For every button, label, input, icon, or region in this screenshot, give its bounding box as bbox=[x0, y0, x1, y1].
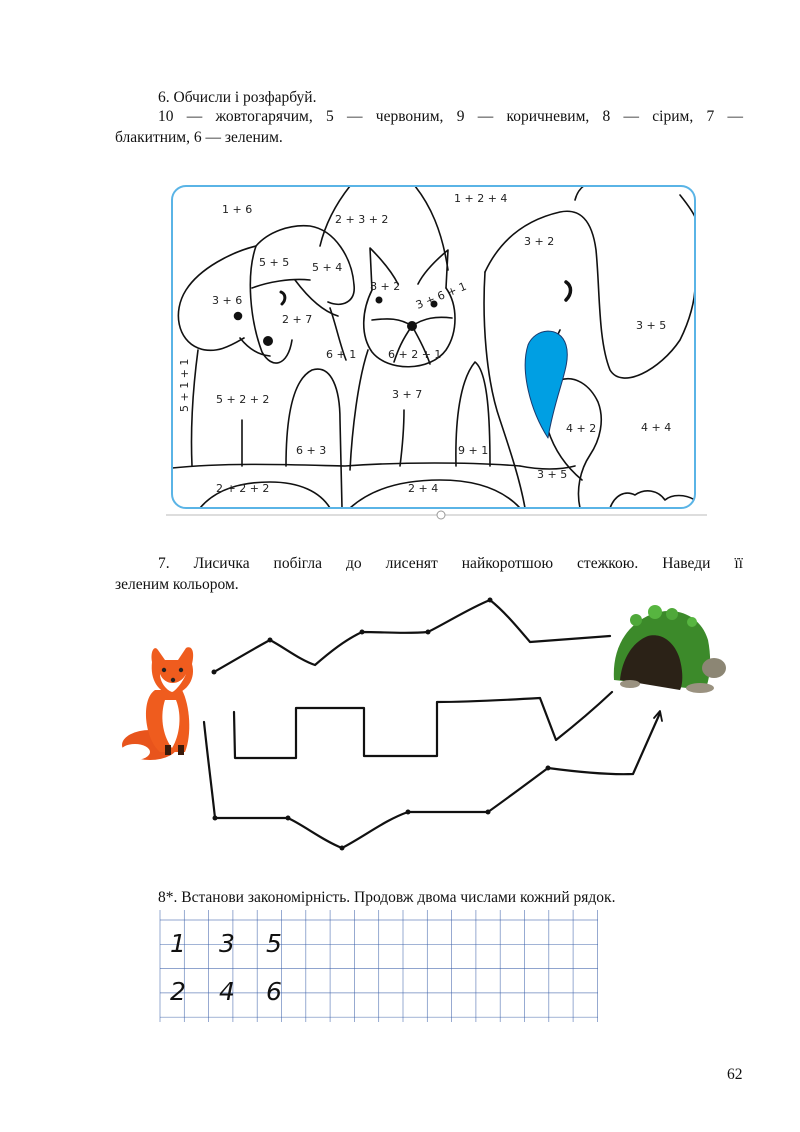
grid-row-1 bbox=[170, 929, 282, 958]
label-11: 3 + 5 bbox=[636, 319, 667, 332]
row1-num-1: 1 bbox=[170, 929, 186, 958]
task6-instruction-line1: 10 — жовтогарячим, 5 — червоним, 9 — коричневим, 8 — сірим, 7 — bbox=[158, 108, 743, 125]
maze-paths[interactable] bbox=[204, 598, 662, 851]
label-22: 2 + 2 + 2 bbox=[216, 482, 270, 495]
label-17: 4 + 2 bbox=[566, 422, 597, 435]
path-top bbox=[214, 600, 610, 672]
label-13: 6 + 2 + 1 bbox=[388, 348, 442, 361]
fox-image bbox=[120, 647, 193, 760]
row2-num-2: 4 bbox=[219, 977, 235, 1006]
row1-num-2: 3 bbox=[219, 929, 235, 958]
label-16: 3 + 7 bbox=[392, 388, 423, 401]
path-middle bbox=[234, 692, 612, 758]
label-12: 6 + 1 bbox=[326, 348, 357, 361]
label-5: 5 + 5 bbox=[259, 256, 290, 269]
label-4: 3 + 2 bbox=[524, 235, 555, 248]
page-number: 62 bbox=[727, 1066, 743, 1083]
row1-num-3: 5 bbox=[266, 929, 282, 958]
label-10: 2 + 7 bbox=[282, 313, 313, 326]
task6-instruction-line2: блакитним, 6 — зеленим. bbox=[115, 129, 283, 146]
label-15: 5 + 2 + 2 bbox=[216, 393, 270, 406]
scroll-handle bbox=[437, 511, 445, 519]
picture-frame bbox=[172, 186, 695, 508]
coloring-picture[interactable] bbox=[166, 182, 707, 519]
label-9: 3 + 6 bbox=[212, 294, 243, 307]
label-23: 2 + 4 bbox=[408, 482, 439, 495]
row2-num-1: 2 bbox=[170, 977, 186, 1006]
label-8: 3 + 6 + 1 bbox=[413, 279, 469, 312]
label-20: 9 + 1 bbox=[458, 444, 489, 457]
task8-title: 8*. Встанови закономірність. Продовж двома числами кожний рядок. bbox=[158, 889, 616, 906]
den-image bbox=[614, 605, 726, 693]
label-19: 6 + 3 bbox=[296, 444, 327, 457]
task7-instruction-line1: 7. Лисичка побігла до лисенят найкоротшою стежкою. Наведи її bbox=[158, 555, 743, 572]
label-7: 8 + 2 bbox=[370, 280, 401, 293]
grid-row-2 bbox=[170, 977, 282, 1006]
task7-instruction-line2: зеленим кольором. bbox=[115, 576, 239, 593]
label-14: 5 + 1 + 1 bbox=[178, 358, 191, 412]
row2-num-3: 6 bbox=[266, 977, 282, 1006]
label-2: 2 + 3 + 2 bbox=[335, 213, 389, 226]
label-6: 5 + 4 bbox=[312, 261, 343, 274]
label-3: 1 + 2 + 4 bbox=[454, 192, 508, 205]
label-1: 1 + 6 bbox=[222, 203, 253, 216]
path-bottom bbox=[204, 713, 660, 848]
label-18: 4 + 4 bbox=[641, 421, 672, 434]
task6-title: 6. Обчисли і розфарбуй. bbox=[158, 89, 317, 106]
label-21: 3 + 5 bbox=[537, 468, 568, 481]
